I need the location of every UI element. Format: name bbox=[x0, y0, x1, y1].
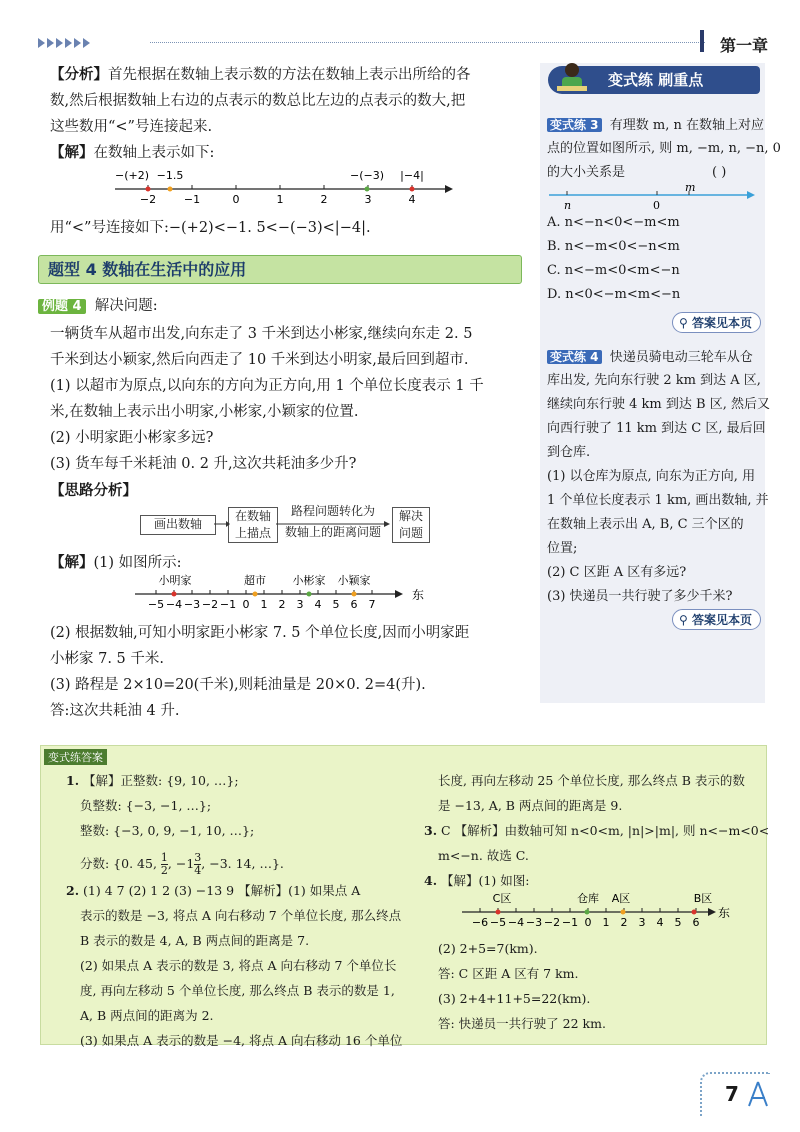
ax3-a: A区 bbox=[611, 892, 631, 905]
solution-heading-2: 【解】(1) 如图所示: bbox=[50, 554, 182, 571]
v3-answer-paren: ( ) bbox=[712, 165, 727, 180]
ax2-point-super bbox=[253, 592, 258, 597]
answer-4-line-5: 答: 快递员一共行驶了 22 km. bbox=[438, 1016, 606, 1031]
ax3-tick-label: 1 bbox=[602, 916, 610, 929]
ax3-tick-label: 2 bbox=[620, 916, 628, 929]
v3-answer-button[interactable]: ⚲ 答案见本页 bbox=[672, 312, 761, 333]
ax2-tick-label: −5 bbox=[147, 598, 165, 611]
key-icon: ⚲ bbox=[679, 613, 688, 627]
ax3-tick-label: 0 bbox=[584, 916, 592, 929]
ax1-point-d bbox=[410, 187, 415, 192]
ax2-tick-label: −4 bbox=[165, 598, 183, 611]
ax3-warehouse: 仓库 bbox=[577, 892, 599, 905]
header-dotted-line bbox=[150, 42, 705, 43]
ax3-tick-label: 3 bbox=[638, 916, 646, 929]
analysis-line-3: 这些数用“<”号连接起来. bbox=[50, 119, 213, 135]
ax3-tick-label: −3 bbox=[525, 916, 543, 929]
v4-line-9: 位置; bbox=[547, 541, 578, 556]
ax2-tick-label: −1 bbox=[219, 598, 237, 611]
answer-2-cont-1: 长度, 再向左移动 25 个单位长度, 那么终点 B 表示的数 bbox=[438, 773, 745, 788]
ax2-east: 东 bbox=[412, 588, 425, 602]
ax3-east: 东 bbox=[718, 906, 731, 920]
answer-2-line-4: (2) 如果点 A 表示的数是 3, 将点 A 向右移动 7 个单位长 bbox=[80, 958, 397, 973]
student-reading-icon bbox=[552, 60, 594, 96]
ax1-tick-label: 4 bbox=[408, 193, 416, 206]
ax2-tick-label: −2 bbox=[201, 598, 219, 611]
v4-tag: 变式练 4 bbox=[547, 350, 602, 364]
solution-line: 【解】在数轴上表示如下: bbox=[50, 144, 215, 161]
answer-4-line-2: (2) 2+5=7(km). bbox=[438, 941, 538, 956]
ax2-tick-label: 6 bbox=[350, 598, 358, 611]
v3-option-d[interactable]: D. n<0<−m<m<−n bbox=[547, 287, 681, 302]
answer-1-line-3: 整数: {−3, 0, 9, −1, 10, …}; bbox=[80, 823, 255, 838]
ax1-tick-label: 3 bbox=[364, 193, 372, 206]
ax3-b: B区 bbox=[693, 892, 713, 905]
conclusion-line: 用“<”号连接如下:−(+2)<−1. 5<−(−3)<|−4|. bbox=[50, 220, 371, 236]
ax2-tick-label: 2 bbox=[278, 598, 286, 611]
ax3-point-w bbox=[585, 910, 590, 915]
v4-line-7: 1 个单位长度表示 1 km, 画出数轴, 并 bbox=[547, 493, 769, 508]
v4-line-5: 到仓库. bbox=[547, 445, 591, 460]
answer-3-line-1: 3. C 【解析】由数轴可知 n<0<m, |n|>|m|, 则 n<−m<0< bbox=[424, 823, 770, 838]
ax3-tick-label: −5 bbox=[489, 916, 507, 929]
ax1-label-d: |−4| bbox=[400, 169, 424, 182]
answer-1-line-2: 负整数: {−3, −1, …}; bbox=[80, 798, 212, 813]
ax2-tick-label: 5 bbox=[332, 598, 340, 611]
ax2-tick-label: −3 bbox=[183, 598, 201, 611]
question-1a: (1) 以超市为原点,以向东的方向为正方向,用 1 个单位长度表示 1 千 bbox=[50, 378, 484, 394]
v4-line-11: (3) 快递员一共行驶了多少千米? bbox=[547, 589, 733, 604]
v3-ax-0: 0 bbox=[653, 199, 660, 212]
number-line-2 bbox=[130, 572, 430, 616]
ax1-tick-label: 1 bbox=[276, 193, 284, 206]
key-icon: ⚲ bbox=[679, 316, 688, 330]
question-3: (3) 货车每千米耗油 0. 2 升,这次共耗油多少升? bbox=[50, 456, 357, 472]
ax2-tick-label: 3 bbox=[296, 598, 304, 611]
ax3-point-c bbox=[496, 910, 501, 915]
ax1-tick-label: −1 bbox=[183, 193, 201, 206]
example-tag: 例题 4 bbox=[38, 299, 86, 314]
flow-box-3: 路程问题转化为 数轴上的距离问题 bbox=[284, 504, 381, 539]
ax3-c: C区 bbox=[492, 892, 512, 905]
v4-line-6: (1) 以仓库为原点, 向东为正方向, 用 bbox=[547, 469, 756, 484]
v3-option-a[interactable]: A. n<−n<0<−m<m bbox=[547, 215, 680, 230]
ax3-point-a bbox=[621, 910, 626, 915]
question-1b: 米,在数轴上表示出小明家,小彬家,小颖家的位置. bbox=[50, 404, 359, 420]
ax2-tick-label: 1 bbox=[260, 598, 268, 611]
page-number: 7 bbox=[725, 1082, 739, 1106]
flow-arrows bbox=[214, 515, 394, 535]
v3-number-line bbox=[547, 185, 757, 213]
ax2-place-super: 超市 bbox=[244, 574, 266, 587]
ax1-label-b: −1.5 bbox=[156, 169, 184, 182]
solution-3: (3) 路程是 2×10=20(千米),则耗油量是 20×0. 2=4(升). bbox=[50, 677, 426, 693]
ax3-tick-label: −1 bbox=[561, 916, 579, 929]
number-line-1 bbox=[110, 165, 455, 215]
answer-4-line-1: 4. 【解】(1) 如图: bbox=[424, 873, 530, 888]
ax3-tick-label: 4 bbox=[656, 916, 664, 929]
v3-option-c[interactable]: C. n<−m<0<m<−n bbox=[547, 263, 680, 278]
ax1-point-b bbox=[168, 187, 173, 192]
answer-2-line-7: (3) 如果点 A 表示的数是 −4, 将点 A 向右移动 16 个单位 bbox=[80, 1033, 403, 1048]
ax2-tick-label: 7 bbox=[368, 598, 376, 611]
ax2-tick-label: 4 bbox=[314, 598, 322, 611]
answer-2-line-6: A, B 两点间的距离为 2. bbox=[80, 1008, 214, 1023]
ax2-place-ying: 小颖家 bbox=[337, 574, 371, 587]
example-p2: 千米到达小颖家,然后向西走了 10 千米到达小明家,最后回到超市. bbox=[50, 352, 469, 368]
chapter-title: 第一章 bbox=[720, 36, 769, 55]
flow-box-2: 在数轴 上描点 bbox=[228, 507, 278, 543]
ax2-point-ying bbox=[352, 592, 357, 597]
answers-title: 变式练答案 bbox=[44, 749, 107, 765]
ax1-label-a: −(+2) bbox=[114, 169, 150, 182]
ax2-tick-label: 0 bbox=[242, 598, 250, 611]
compass-icon bbox=[745, 1080, 771, 1108]
v3-line-2: 点的位置如图所示, 则 m, −m, n, −n, 0 bbox=[547, 141, 781, 156]
answer-1-line-4: 分数: {0. 45, $\frac{1}{2}$ , −1 $\frac{3}{4}$ , −3. 14, …}. bbox=[80, 851, 284, 877]
answer-line: 答:这次共耗油 4 升. bbox=[50, 703, 180, 719]
ax3-tick-label: −2 bbox=[543, 916, 561, 929]
ax3-tick-label: −6 bbox=[471, 916, 489, 929]
question-2: (2) 小明家距小彬家多远? bbox=[50, 430, 214, 446]
v4-line-3: 继续向东行驶 4 km 到达 B 区, 然后又 bbox=[547, 397, 770, 412]
flow-box-1: 画出数轴 bbox=[140, 515, 216, 535]
v4-line-8: 在数轴上表示出 A, B, C 三个区的 bbox=[547, 517, 744, 532]
answer-4-line-3: 答: C 区距 A 区有 7 km. bbox=[438, 966, 579, 981]
ax1-point-c bbox=[365, 187, 370, 192]
flow-box-4: 解决 问题 bbox=[392, 507, 430, 543]
analysis-line-1: 【分析】首先根据在数轴上表示数的方法在数轴上表示出所给的各 bbox=[50, 66, 471, 83]
answer-3-line-2: m<−n. 故选 C. bbox=[438, 848, 529, 863]
v4-line-2: 库出发, 先向东行驶 2 km 到达 A 区, bbox=[547, 373, 761, 388]
ax1-tick-label: −2 bbox=[139, 193, 157, 206]
answer-2-cont-2: 是 −13, A, B 两点间的距离是 9. bbox=[438, 798, 623, 813]
solution-2a: (2) 根据数轴,可知小明家距小彬家 7. 5 个单位长度,因而小明家距 bbox=[50, 625, 470, 641]
ax2-point-bin bbox=[307, 592, 312, 597]
v3-ax-n: n bbox=[564, 199, 572, 212]
example-p1: 一辆货车从超市出发,向东走了 3 千米到达小彬家,继续向东走 2. 5 bbox=[50, 326, 473, 342]
v3-option-b[interactable]: B. n<−m<0<−n<m bbox=[547, 239, 680, 254]
ax2-point-ming bbox=[172, 592, 177, 597]
answer-4-number-line bbox=[458, 888, 748, 932]
answer-4-line-4: (3) 2+4+11+5=22(km). bbox=[438, 991, 591, 1006]
type-banner-title: 题型 4 数轴在生活中的应用 bbox=[48, 260, 247, 279]
v4-line-1: 变式练 4 快递员骑电动三轮车从仓 bbox=[547, 346, 753, 369]
chapter-marker bbox=[700, 30, 704, 52]
answer-1-line-1: 1. 【解】正整数: {9, 10, …}; bbox=[66, 773, 239, 788]
side-panel-title: 变式练 刷重点 bbox=[548, 66, 760, 94]
ax3-tick-label: 5 bbox=[674, 916, 682, 929]
header-arrows-decoration bbox=[38, 38, 148, 48]
v3-line-3: 的大小关系是 bbox=[547, 165, 626, 180]
ax1-tick-label: 2 bbox=[320, 193, 328, 206]
v4-line-4: 向西行驶了 11 km 到达 C 区, 最后回 bbox=[547, 421, 766, 436]
thinking-label: 【思路分析】 bbox=[50, 482, 137, 499]
answer-2-line-2: 表示的数是 −3, 将点 A 向右移动 7 个单位长度, 那么终点 bbox=[80, 908, 402, 923]
example-heading: 例题 4 解决问题: bbox=[38, 295, 158, 318]
ax1-tick-label: 0 bbox=[232, 193, 240, 206]
ax2-place-ming: 小明家 bbox=[158, 574, 192, 587]
ax3-tick-label: −4 bbox=[507, 916, 525, 929]
ax1-label-c: −(−3) bbox=[349, 169, 385, 182]
ax2-place-bin: 小彬家 bbox=[292, 574, 326, 587]
analysis-line-2: 数,然后根据数轴上右边的点表示的数总比左边的点表示的数大,把 bbox=[50, 93, 466, 109]
v3-ax-m: m bbox=[685, 185, 696, 194]
v3-tag: 变式练 3 bbox=[547, 118, 602, 132]
ax1-point-a bbox=[146, 187, 151, 192]
ax3-tick-label: 6 bbox=[692, 916, 700, 929]
answer-2-line-3: B 表示的数是 4, A, B 两点间的距离是 7. bbox=[80, 933, 310, 948]
v3-line-1: 变式练 3 有理数 m, n 在数轴上对应 bbox=[547, 114, 764, 137]
solution-2b: 小彬家 7. 5 千米. bbox=[50, 651, 164, 667]
v4-answer-button[interactable]: ⚲ 答案见本页 bbox=[672, 609, 761, 630]
answer-2-line-5: 度, 再向左移动 5 个单位长度, 那么终点 B 表示的数是 1, bbox=[80, 983, 395, 998]
v4-line-10: (2) C 区距 A 区有多远? bbox=[547, 565, 687, 580]
ax3-point-b bbox=[692, 910, 697, 915]
answer-2-line-1: 2. (1) 4 7 (2) 1 2 (3) −13 9 【解析】(1) 如果点 A bbox=[66, 883, 361, 898]
